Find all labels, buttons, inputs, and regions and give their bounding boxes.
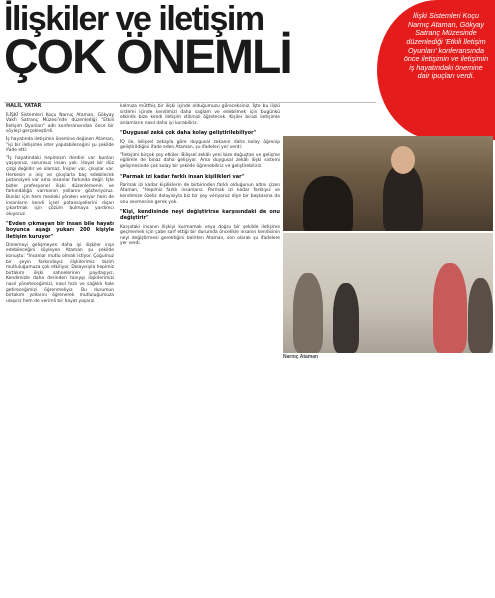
photo-caption: Narnıç Ataman: [283, 354, 319, 360]
paragraph: İş hayatında iletişimin önemine değinen Ataman, "işi bir iletişimle ister yapılabileceğini şu şekilde ifade etti:: [6, 136, 114, 154]
article-column-2: [120, 104, 280, 249]
subheading: "Kişi, kendisinde neyi değiştirirse karşısındaki de onu değiştirir": [120, 209, 280, 222]
paragraph: İQ ile, bilişsel zekayla göre duygusal zekanın daha kolay öğrenip geliştirildiğini ifade eden Ataman, şu ifadeleri yer verdi:: [120, 139, 280, 151]
audience-member: [333, 283, 359, 353]
callout-circle: [377, 0, 495, 140]
paragraph: "İş hayatındaki hepimizin derdini var bunları yaşıyoruz, sorunsuz insan yok. Hayat bir düz çizgi değildir ve olamaz. İnişler var, çıkışlar var. Herkesin o iniş ve çıkışlarla baş edebilecek potansiyeli var ama insanlar farkında değil. İşte bizler profesyonel ilişki düzenlemenin ve farkındalığa varmanın yollarını gösteriyoruz. Bunlar için hem mesleki yönden veriyor hem de insanların kendi içsel potansiyellerini dışarı çıkartmak için çözüm bulmaya yardımcı oluyoruz.: [6, 155, 114, 217]
headline-line-1: İlişkiler ve iletişim: [4, 0, 264, 38]
paragraph: Dinlemeyi gelişmeyen daha iyi ilişkiler inşa edebileceğini söyleyen Ataman şu şekilde konuştu: "İnsanlar mutlu olmak istiyor. Çoğumuz bir şeyin farkındayız ilişkilerimiz bizim mutluluğumuza çok etkiliyor. Dolayısıyla hepimiz birtakım ilişki sahnelerinin paydaşıyız. Kendimizle daha derinden tanıyıp ilişkilerimizi nasıl yöneteceğimizi, nasıl hızlı ve sağlıklı hale getireceğimizi öğrenmeliyiz. Bu durumun birtakım yollarını öğrenerek mutluluğumuza ulaşırız hem de verimli bir hayat yaşarız.: [6, 242, 114, 304]
divider: [4, 102, 376, 103]
paragraph: Parmak izi kadar kişiliklerin de birbirinden farklı olduğunun altını çizen Ataman, "Hepimiz farklı insanlarız. Parmak izi kadar farklıyız ve kendimize özeliz dolayısıyla biz bir şey veriyoruz diye bir başkasına da onu sevmesine gerek yok.: [120, 182, 280, 205]
photo-audience: [283, 233, 493, 353]
subheading: "Duygusal zekâ çok daha kolay geliştirilebiliyor": [120, 130, 257, 137]
headline: [4, 2, 384, 82]
photo-speaker: [283, 136, 493, 231]
paragraph: İLİŞKİ Sistemleri Koçu Narnıç Ataman, Gökyay Vakfı Satranç Müzesi'nde düzenlediği "Etkili İletişim Oyunları" adlı konferansından önce bir söyleşi gerçekleştirdi.: [6, 112, 114, 135]
audience-member: [293, 273, 323, 353]
paragraph: Karşıdaki insanın ilişkiyi kurmamak veya doğru bir şekilde iletişime geçmemek için çabe sarf ettiği bir durumda öncelikle insanın kendisinin neyi değiştirmesi gerektiğini belirten Ataman, son olarak şu ifadelere yer verdi.: [120, 224, 280, 247]
article-column-1: [6, 104, 114, 306]
byline: HALİL YATAR: [6, 103, 42, 109]
subheading: "Evden çıkmayan bir insan bile hayatı boyunca aşağı yukarı 200 kişiyle iletişim kuruyor": [6, 221, 114, 240]
interviewer-figure: [303, 176, 353, 231]
paragraph: "İletişimi birçok şey etkiler. Bilişsel zekâlı yeni bize doğuştan ve gelişme eğilimle de binaz daha gelişiyor. Ama duygusal zekâlı ilişki sistemi gelişmesinde çok kolay bir şekilde öğrenebiliriz ve geliştirebiliriz.: [120, 152, 280, 169]
subheading: "Parmak izi kadar farklı insan kişilikleri var": [120, 173, 245, 180]
headline-line-2: ÇOK ÖNEMLİ: [4, 31, 291, 84]
audience-member: [468, 278, 493, 353]
speaker-figure: [383, 164, 423, 231]
audience-member: [433, 263, 467, 353]
paragraph: kalmıza mütthiş bir ilişki içinde olduğumuzu göreceksiniz. İşte bu ilişki sistemi içinde kendimizi daha sağlam ve edebilmek için bugünkü etkinlik bize kendi iletişim stilimizi öğretecek. Kişiler birazi iletişimle anlamların nasıl daha iyi kurabiliriz.: [120, 104, 280, 126]
callout-text: İlişki Sistemleri Koçu Narnıç Ataman, Gökyay Satranç Müzesinde düzenlediği 'Etkili İletişim Oyunları' konferansında önce iletişimin ve iletişimin iş hayatındaki önemine dair ipuçları verdi.: [403, 11, 489, 81]
speaker-head: [391, 146, 415, 174]
